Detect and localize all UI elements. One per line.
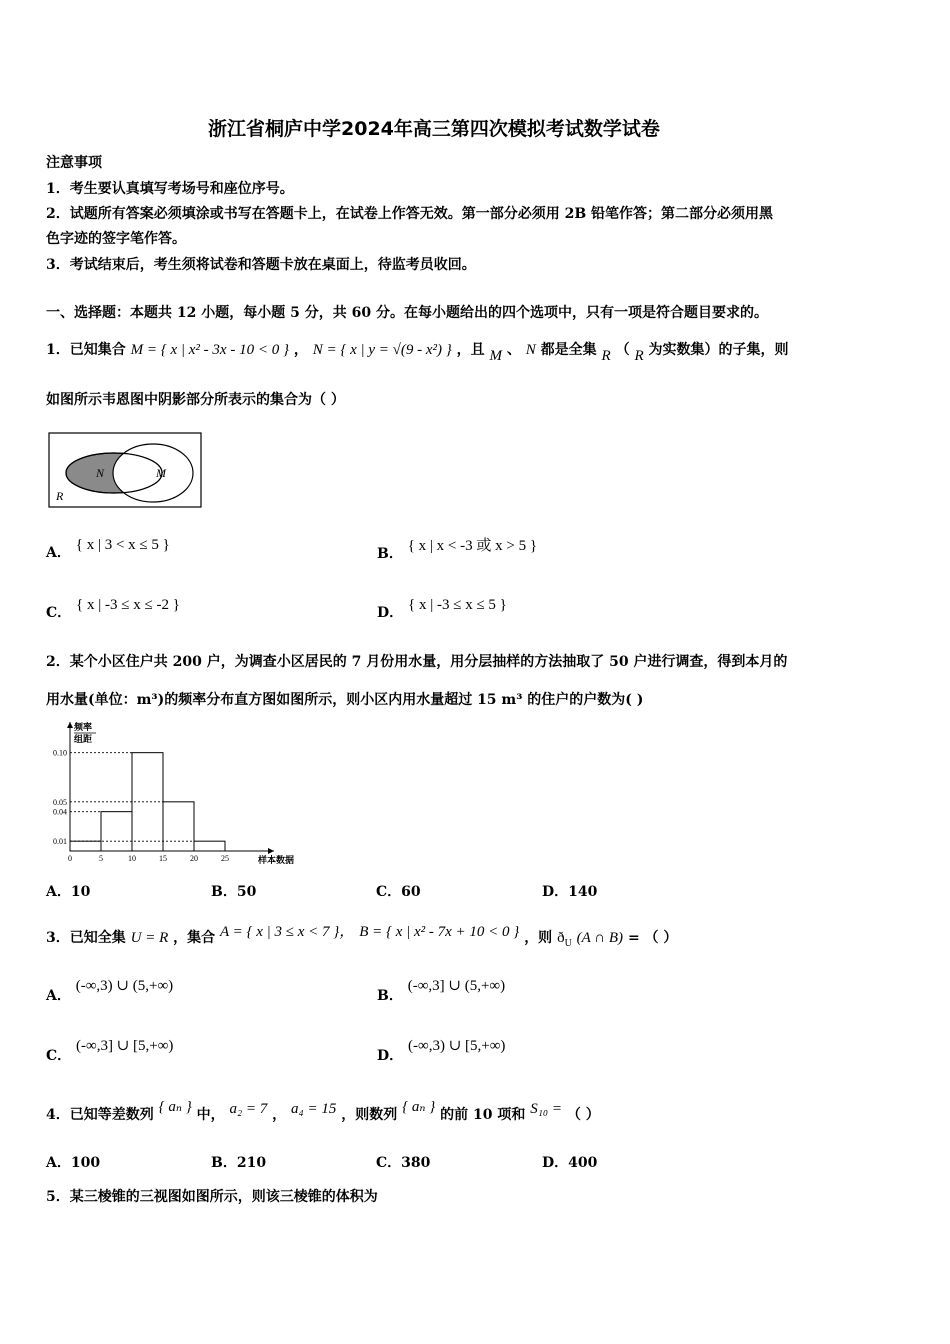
- y-tick-label: 0.05: [53, 797, 67, 807]
- option-text: 140: [568, 884, 598, 900]
- q1-set-m: M = { x | x² - 3x - 10 < 0 }: [130, 342, 289, 358]
- option-text: 380: [401, 1155, 431, 1171]
- q3-set-b: B = { x | x² - 7x + 10 < 0 }: [359, 924, 520, 940]
- q1-set-n: N = { x | y = √(9 - x²) }: [312, 342, 452, 358]
- option-text: (-∞,3) ∪ [5,+∞): [408, 1038, 506, 1054]
- option-label: D．: [377, 1048, 404, 1064]
- option-text: { x | -3 ≤ x ≤ -2 }: [76, 597, 180, 613]
- q1-var-n: N: [525, 342, 536, 358]
- q1-paren: （: [615, 342, 630, 358]
- option-text: (-∞,3] ∪ [5,+∞): [76, 1038, 174, 1054]
- q3-universe: U = R: [130, 930, 169, 946]
- q4-mid3: 的前 10 项和: [440, 1107, 526, 1123]
- q1-option-c[interactable]: [46, 597, 180, 622]
- q1-sep: 、: [506, 342, 521, 358]
- q4-seq: { aₙ }: [158, 1099, 192, 1115]
- q4-option-c[interactable]: [376, 1152, 430, 1172]
- option-label: B．: [211, 1155, 237, 1171]
- q1-comma: ，: [293, 342, 308, 358]
- y-tick-label: 0.10: [53, 748, 67, 758]
- option-text: 210: [236, 1155, 267, 1171]
- notice-item-2: 2．试题所有答案必须填涂或书写在答题卡上，在试卷上作答无效。第一部分必须用 2B 铅笔作答；第二部分必须用黑: [46, 206, 774, 222]
- q1-var-r2: R: [634, 348, 644, 364]
- q3-mid2: ，则: [524, 930, 553, 946]
- q2-option-b[interactable]: [211, 881, 256, 901]
- q4-mid: 中，: [196, 1107, 225, 1123]
- y-axis-arrow: [67, 722, 73, 728]
- q1-option-b[interactable]: [377, 538, 538, 563]
- q4-mid2: ，则数列: [341, 1107, 398, 1123]
- q1-option-d[interactable]: [377, 597, 507, 622]
- q4-a4: a₄ = 15: [291, 1101, 337, 1117]
- notice-heading: 注意事项: [46, 155, 102, 171]
- q2-line2: 用水量(单位：m³)的频率分布直方图如图所示，则小区内用水量超过 15 m³ 的住户的户数为( ): [46, 692, 644, 708]
- venn-label-m: M: [156, 466, 166, 480]
- q3-complement-sub: U: [564, 937, 572, 949]
- y-axis-label-top: 频率: [74, 722, 93, 732]
- q1-option-a[interactable]: [46, 537, 170, 562]
- q4-stem: [46, 1099, 600, 1124]
- venn-label-n: N: [96, 466, 105, 480]
- notice-item-1: 1．考生要认真填写考场号和座位序号。: [46, 181, 294, 197]
- x-axis-arrow: [268, 848, 274, 854]
- option-label: D．: [542, 1155, 569, 1171]
- option-text: { x | x < -3 或 x > 5 }: [407, 538, 538, 554]
- option-text: { x | -3 ≤ x ≤ 5 }: [408, 597, 507, 613]
- option-label: C．: [376, 1155, 402, 1171]
- q1-stem: [46, 339, 789, 364]
- venn-label-r: R: [56, 489, 64, 503]
- option-label: B．: [377, 988, 403, 1004]
- histogram-bar: [194, 841, 225, 851]
- q3-intersection: (A ∩ B): [576, 930, 624, 946]
- y-tick-label: 0.04: [53, 807, 67, 817]
- option-text: 50: [236, 884, 257, 900]
- x-tick-label: 10: [128, 854, 136, 863]
- q1-tail: 为实数集）的子集，则: [648, 342, 789, 358]
- q4-option-b[interactable]: [211, 1152, 266, 1172]
- q2-option-a[interactable]: [46, 881, 90, 901]
- q4-option-d[interactable]: [542, 1152, 597, 1172]
- q4-a2: a₂ = 7: [229, 1101, 268, 1117]
- q3-prefix: 3．已知全集: [46, 930, 126, 946]
- option-text: (-∞,3] ∪ (5,+∞): [407, 978, 506, 994]
- option-text: 100: [70, 1155, 101, 1171]
- q3-option-d[interactable]: [377, 1038, 506, 1065]
- q1-var-m: M: [489, 348, 503, 364]
- option-label: A．: [46, 884, 71, 900]
- option-text: 10: [70, 884, 91, 900]
- y-tick-label: 0.01: [53, 837, 67, 847]
- x-tick-label: 0: [68, 854, 72, 863]
- q3-option-c[interactable]: [46, 1038, 174, 1065]
- option-label: A．: [46, 988, 71, 1004]
- q1-mid2: 都是全集: [540, 342, 597, 358]
- notice-item-3: 3．考试结束后，考生须将试卷和答题卡放在桌面上，待监考员收回。: [46, 257, 476, 273]
- q2-option-d[interactable]: [542, 881, 597, 901]
- option-label: A．: [46, 1155, 71, 1171]
- x-tick-label: 5: [99, 854, 103, 863]
- q4-comma: ，: [272, 1107, 287, 1123]
- q2-line1: 2．某个小区住户共 200 户，为调查小区居民的 7 月份用水量，用分层抽样的方法抽取了 50 户进行调查，得到本月的: [46, 654, 788, 670]
- x-tick-label: 25: [221, 854, 229, 863]
- q3-tail: = （ ）: [627, 930, 678, 946]
- q4-seq2: { aₙ }: [402, 1099, 436, 1115]
- q4-s10: S₁₀ =: [530, 1101, 563, 1117]
- q3-set-a: A = { x | 3 ≤ x < 7 }，: [220, 924, 355, 940]
- q4-tail: （ ）: [566, 1107, 600, 1123]
- option-label: C．: [376, 884, 402, 900]
- option-text: (-∞,3) ∪ (5,+∞): [75, 978, 174, 994]
- histogram-chart: [42, 718, 302, 870]
- q3-mid: ，集合: [173, 930, 216, 946]
- option-label: C．: [46, 1048, 72, 1064]
- histogram-bar: [163, 802, 194, 851]
- q3-complement-symbol: ð: [557, 930, 565, 946]
- section-heading: 一、选择题：本题共 12 小题，每小题 5 分，共 60 分。在每小题给出的四个选项中，只有一项是符合题目要求的。: [46, 305, 768, 321]
- q3-option-b[interactable]: [377, 978, 506, 1005]
- option-text: 60: [401, 884, 421, 900]
- paper-title: 浙江省桐庐中学2024年高三第四次模拟考试数学试卷: [208, 118, 660, 140]
- option-label: D．: [542, 884, 569, 900]
- option-label: D．: [377, 605, 404, 621]
- option-text: { x | 3 < x ≤ 5 }: [75, 537, 170, 553]
- histogram-bar: [101, 812, 132, 851]
- q1-var-r: R: [601, 348, 611, 364]
- q5-line1: 5．某三棱锥的三视图如图所示，则该三棱锥的体积为: [46, 1189, 378, 1205]
- x-tick-label: 20: [190, 854, 198, 863]
- q4-prefix: 4．已知等差数列: [46, 1107, 154, 1123]
- option-text: 400: [568, 1155, 598, 1171]
- q3-option-a[interactable]: [46, 978, 174, 1005]
- q4-option-a[interactable]: [46, 1152, 100, 1172]
- y-axis-label-bottom: 组距: [74, 734, 93, 744]
- q1-line2: 如图所示韦恩图中阴影部分所表示的集合为（ ）: [46, 392, 345, 408]
- histogram-bar: [70, 841, 101, 851]
- venn-diagram: [48, 432, 204, 510]
- option-label: C．: [46, 605, 72, 621]
- option-label: A．: [46, 545, 71, 561]
- q3-stem: [46, 926, 677, 949]
- q2-option-c[interactable]: [376, 881, 421, 901]
- notice-item-2-cont: 色字迹的签字笔作答。: [46, 231, 186, 247]
- q1-prefix: 1．已知集合: [46, 342, 126, 358]
- q1-mid: ，且: [456, 342, 485, 358]
- x-tick-label: 15: [159, 854, 167, 863]
- x-axis-label: 样本数据: [258, 855, 295, 865]
- option-label: B．: [377, 546, 403, 562]
- option-label: B．: [211, 884, 237, 900]
